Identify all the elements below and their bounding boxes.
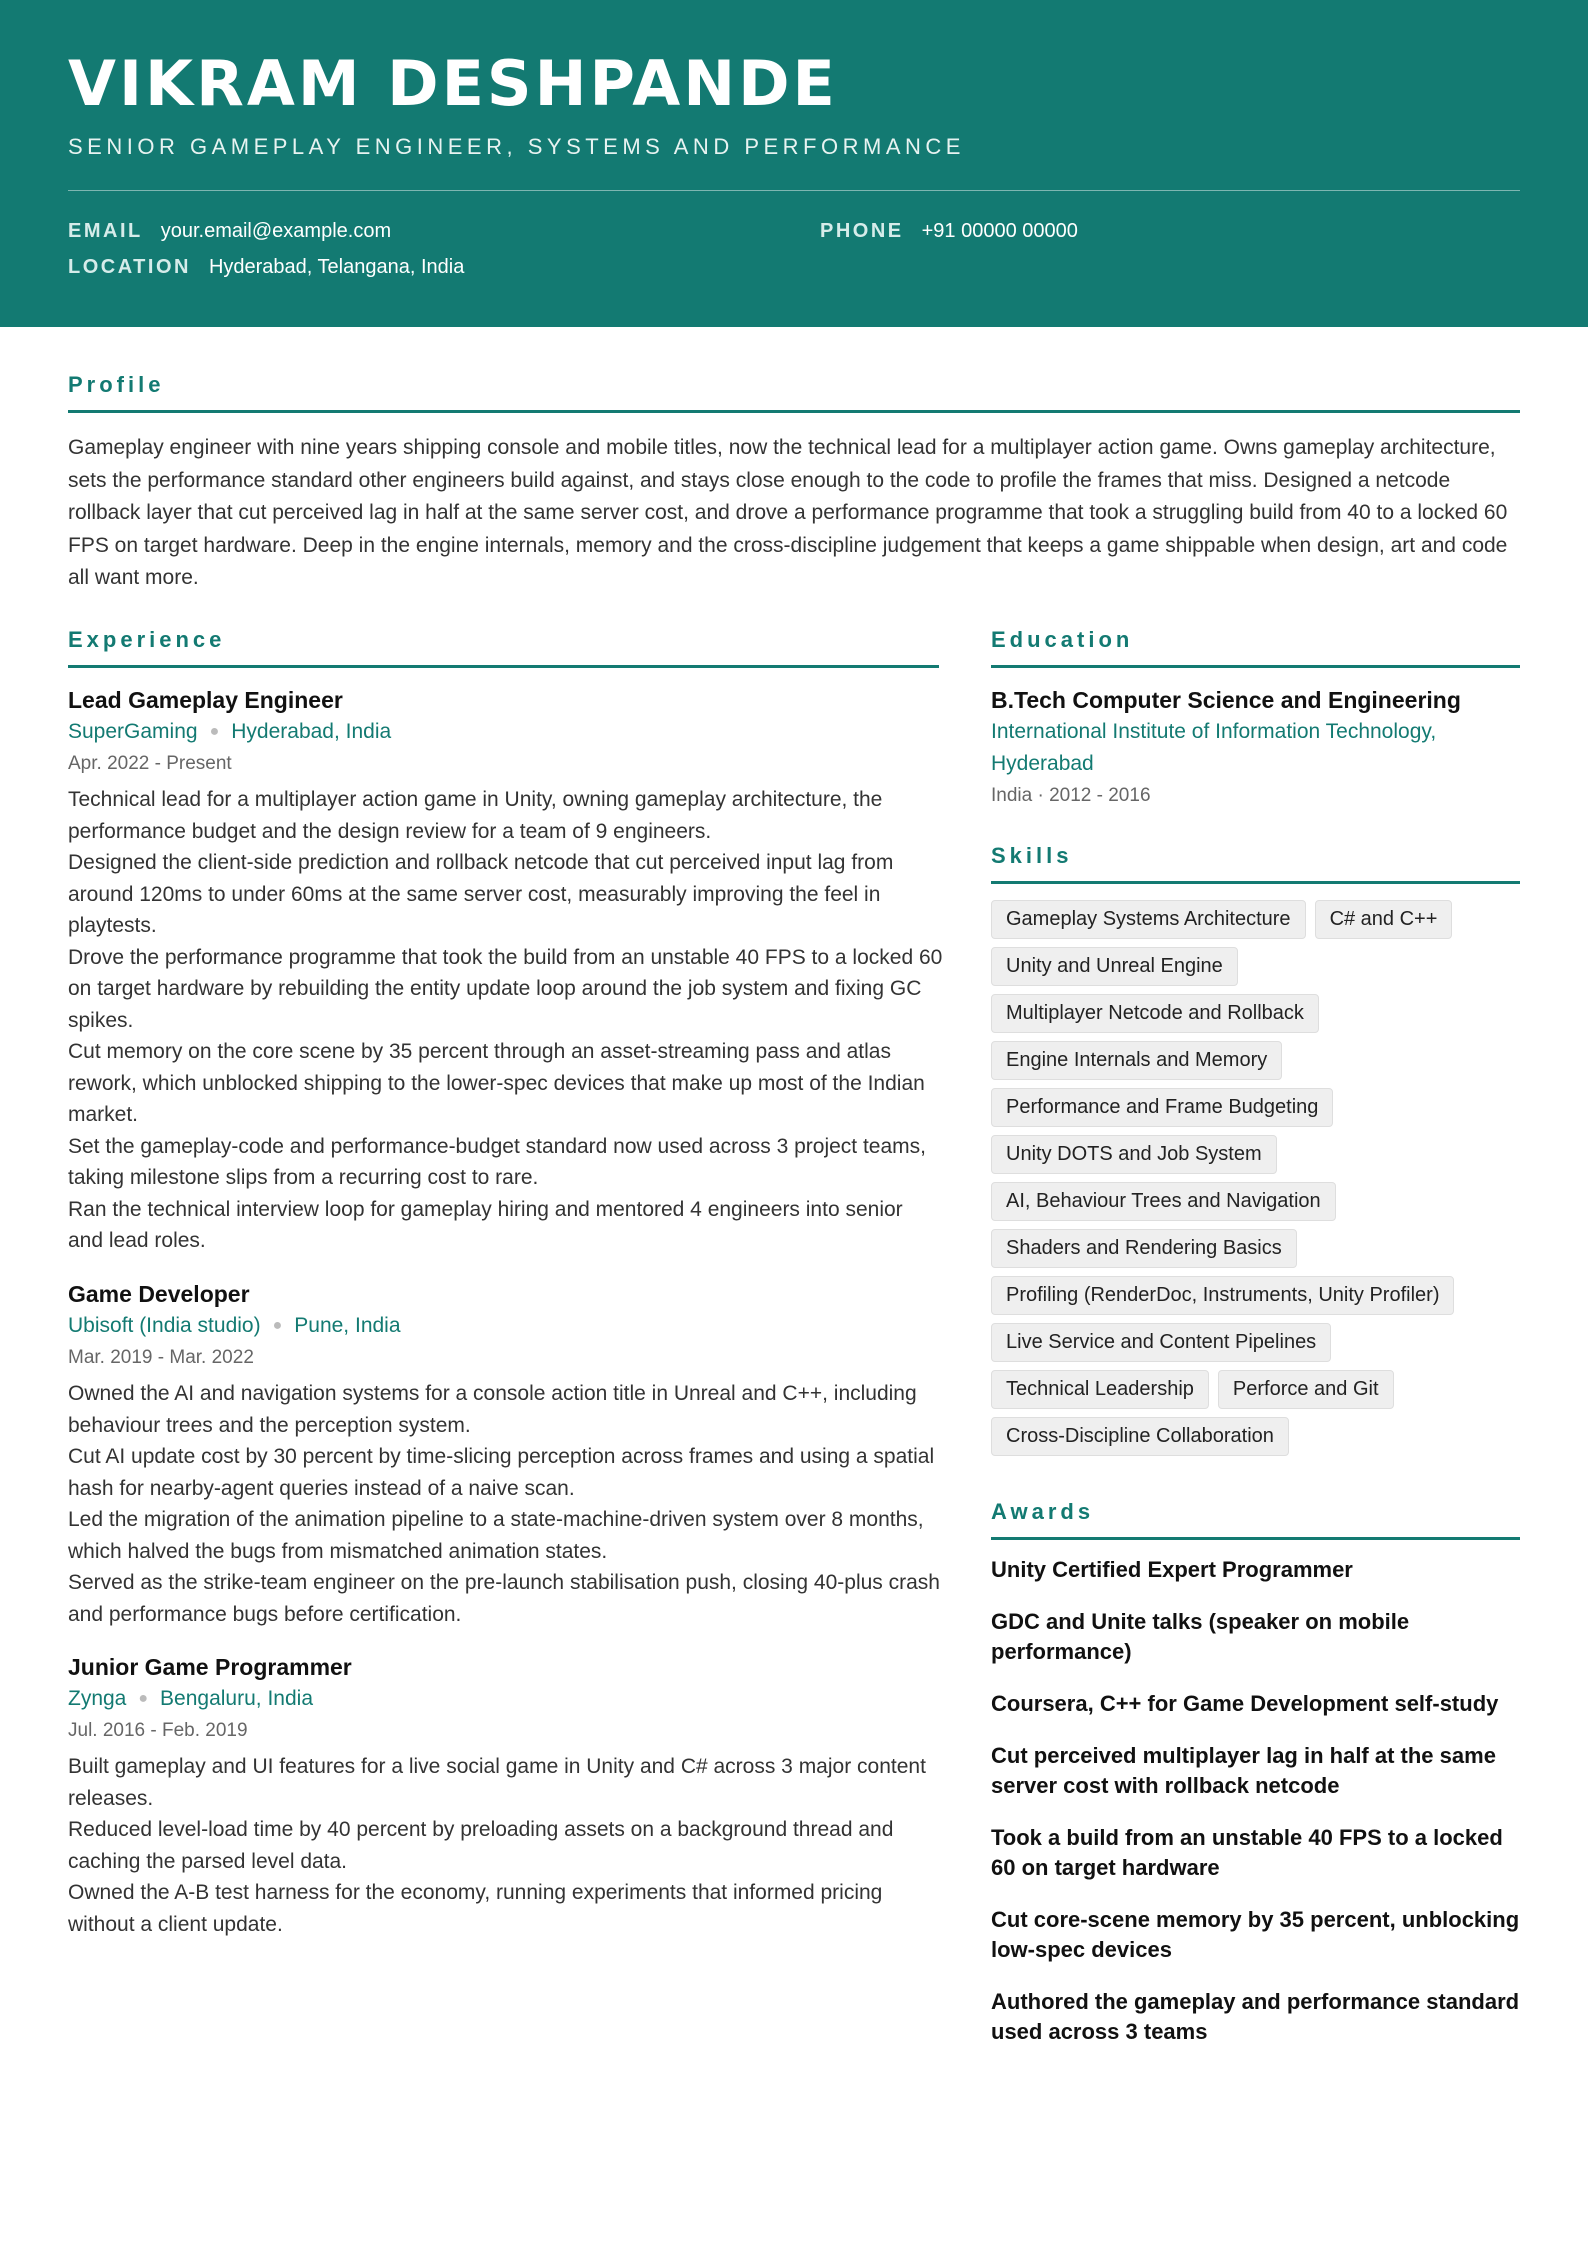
skill-tag: C# and C++ (1315, 900, 1453, 939)
company-name: Ubisoft (India studio) (68, 1314, 261, 1337)
skills-rule (991, 881, 1520, 884)
contact-email (68, 217, 391, 245)
skill-tag: Cross-Discipline Collaboration (991, 1417, 1289, 1456)
separator-dot: ● (138, 1690, 149, 1707)
skill-tag: Profiling (RenderDoc, Instruments, Unity Profiler) (991, 1276, 1454, 1315)
experience-heading: Experience (68, 627, 226, 652)
job-bullet: Led the migration of the animation pipeline to a state-machine-driven system over 8 months, which halved the bugs from mismatched animation states. (68, 1508, 924, 1563)
job-dates: Apr. 2022 - Present (68, 753, 232, 774)
location-label: LOCATION (68, 256, 191, 278)
experience-rule (68, 665, 939, 668)
job-title: Junior Game Programmer (68, 1654, 352, 1680)
job-bullet: Served as the strike-team engineer on the pre-launch stabilisation push, closing 40-plus crash and performance bugs before certification. (68, 1571, 940, 1626)
contact-phone (820, 217, 1078, 245)
candidate-headline: SENIOR GAMEPLAY ENGINEER, SYSTEMS AND PERFORMANCE (68, 134, 965, 159)
skill-tag: Perforce and Git (1218, 1370, 1394, 1409)
job-bullets (68, 784, 943, 1257)
profile-summary: Gameplay engineer with nine years shipping console and mobile titles, now the technical lead for a multiplayer action game. Owns gameplay architecture, sets the performance standard other engineers build against, and stays close enough to the code to profile the frames that miss. Designed a netcode rollback layer that cut perceived lag in half at the same server cost, and drove a performance programme that took a struggling build from 40 to a locked 60 FPS on target hardware. Deep in the engine internals, memory and the cross-discipline judgement that keeps a game shippable when design, art and code all want more. (68, 436, 1508, 589)
award-item: Coursera, C++ for Game Development self-study (991, 1691, 1499, 1716)
phone-value[interactable]: +91 00000 00000 (921, 220, 1078, 242)
skill-tag: Live Service and Content Pipelines (991, 1323, 1331, 1362)
skill-tag: Unity DOTS and Job System (991, 1135, 1277, 1174)
company-name: SuperGaming (68, 720, 198, 743)
job-meta (68, 716, 943, 748)
job-bullet: Set the gameplay-code and performance-budget standard now used across 3 project teams, taking milestone slips from a recurring cost to rare. (68, 1134, 926, 1189)
experience-entry (68, 1278, 943, 1630)
phone-label: PHONE (820, 220, 904, 242)
job-bullet: Owned the A-B test harness for the economy, running experiments that informed pricing without a client update. (68, 1881, 883, 1936)
job-bullets (68, 1378, 943, 1630)
award-item: Unity Certified Expert Programmer (991, 1557, 1353, 1582)
job-location: Bengaluru, India (160, 1687, 313, 1710)
job-bullet: Drove the performance programme that took the build from an unstable 40 FPS to a locked 60 on target hardware by rebuilding the entity update loop around the job system and fixing GC spikes. (68, 945, 943, 1032)
job-meta (68, 1310, 943, 1342)
skill-tag: Multiplayer Netcode and Rollback (991, 994, 1319, 1033)
job-bullet: Cut memory on the core scene by 35 percent through an asset-streaming pass and atlas rework, which unblocked shipping to the lower-spec devices that make up most of the Indian market. (68, 1040, 925, 1126)
job-title: Game Developer (68, 1281, 250, 1307)
job-bullet: Cut AI update cost by 30 percent by time-slicing perception across frames and using a spatial hash for nearby-agent queries instead of a naive scan. (68, 1445, 935, 1500)
experience-entry (68, 684, 943, 1257)
job-meta (68, 1683, 943, 1715)
candidate-name: VIKRAM DESHPANDE (68, 47, 838, 120)
separator-dot: ● (209, 723, 220, 740)
job-title: Lead Gameplay Engineer (68, 687, 343, 713)
skill-tag: Gameplay Systems Architecture (991, 900, 1306, 939)
skills-list (991, 900, 1526, 1464)
job-bullet: Ran the technical interview loop for gameplay hiring and mentored 4 engineers into senior and lead roles. (68, 1197, 903, 1252)
award-item: Took a build from an unstable 40 FPS to a locked 60 on target hardware (991, 1825, 1503, 1880)
job-bullet: Technical lead for a multiplayer action game in Unity, owning gameplay architecture, the performance budget and the design review for a team of 9 engineers. (68, 788, 883, 843)
job-bullet: Owned the AI and navigation systems for a console action title in Unreal and C++, including behaviour trees and the perception system. (68, 1382, 917, 1437)
job-bullet: Designed the client-side prediction and rollback netcode that cut perceived input lag from around 120ms to under 60ms at the same server cost, measurably improving the feel in playtests. (68, 851, 894, 937)
separator-dot: ● (272, 1317, 283, 1334)
education-meta: India · 2012 - 2016 (991, 785, 1151, 806)
education-rule (991, 665, 1520, 668)
school-name: International Institute of Information Technology, Hyderabad (991, 720, 1437, 775)
skill-tag: Shaders and Rendering Basics (991, 1229, 1297, 1268)
location-value: Hyderabad, Telangana, India (208, 256, 465, 278)
skill-tag: Engine Internals and Memory (991, 1041, 1282, 1080)
award-item: Authored the gameplay and performance standard used across 3 teams (991, 1989, 1520, 2044)
email-value[interactable]: your.email@example.com (160, 220, 392, 242)
job-bullets (68, 1751, 943, 1940)
awards-heading: Awards (991, 1499, 1095, 1524)
profile-heading: Profile (68, 372, 165, 397)
skill-tag: Performance and Frame Budgeting (991, 1088, 1333, 1127)
resume-header (0, 0, 1588, 327)
skills-heading: Skills (991, 843, 1073, 868)
email-label: EMAIL (68, 220, 143, 242)
skill-tag: AI, Behaviour Trees and Navigation (991, 1182, 1336, 1221)
header-divider (68, 190, 1520, 191)
job-bullet: Built gameplay and UI features for a live social game in Unity and C# across 3 major content releases. (68, 1755, 926, 1810)
skill-tag: Unity and Unreal Engine (991, 947, 1238, 986)
skill-tag: Technical Leadership (991, 1370, 1209, 1409)
job-dates: Jul. 2016 - Feb. 2019 (68, 1720, 248, 1741)
profile-rule (68, 410, 1520, 413)
job-location: Pune, India (294, 1314, 401, 1337)
awards-list (991, 1555, 1521, 2069)
award-item: Cut core-scene memory by 35 percent, unblocking low-spec devices (991, 1907, 1520, 1962)
award-item: GDC and Unite talks (speaker on mobile performance) (991, 1609, 1410, 1664)
experience-entry (68, 1651, 943, 1940)
education-entry (991, 684, 1521, 812)
degree-title: B.Tech Computer Science and Engineering (991, 687, 1461, 713)
company-name: Zynga (68, 1687, 127, 1710)
job-bullet: Reduced level-load time by 40 percent by preloading assets on a background thread and caching the parsed level data. (68, 1818, 894, 1873)
award-item: Cut perceived multiplayer lag in half at the same server cost with rollback netcode (991, 1743, 1496, 1798)
job-location: Hyderabad, India (231, 720, 392, 743)
education-heading: Education (991, 627, 1134, 652)
job-dates: Mar. 2019 - Mar. 2022 (68, 1347, 254, 1368)
awards-rule (991, 1537, 1520, 1540)
contact-location (68, 253, 464, 281)
